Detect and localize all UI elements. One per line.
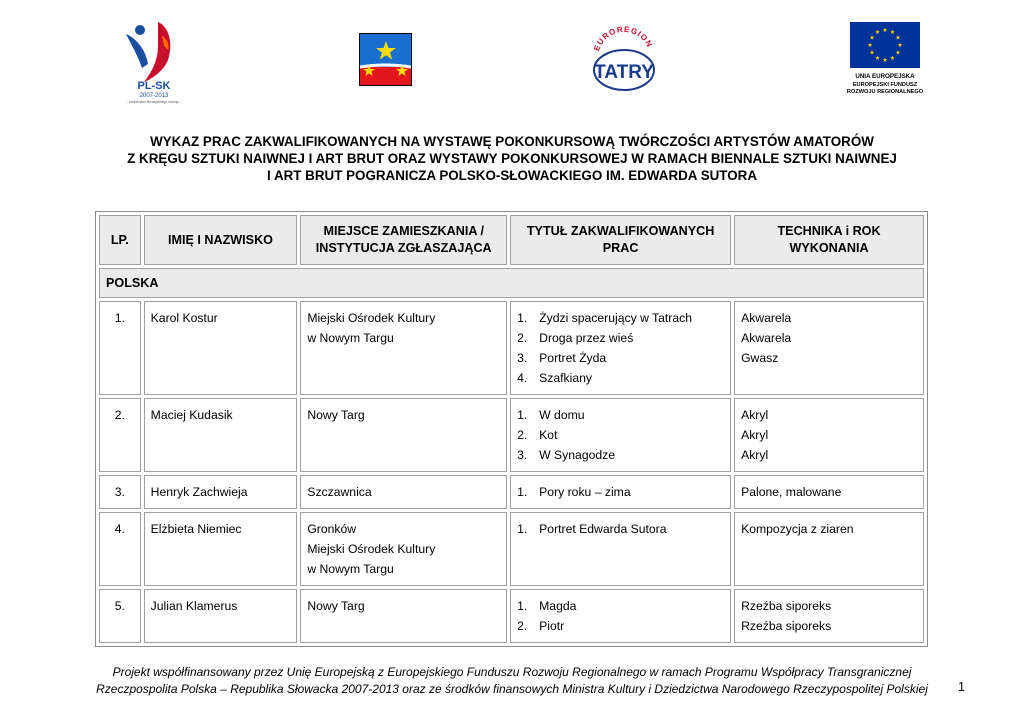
svg-text:EUROREGION [592,25,654,52]
table-header-row [99,215,924,265]
work-item [517,328,724,348]
work-item [517,482,724,502]
eu-line1: UNIA EUROPEJSKA [855,73,915,80]
cell-technique [734,301,924,395]
institution-line: Szczawnica [307,485,372,499]
pl-sk-tagline: ...partnerstwo dla wspólnego rozwoju... [126,100,182,104]
stars-flag-logo [359,33,412,86]
cell-institution [300,475,507,509]
work-title: Portret Edwarda Sutora [539,522,667,536]
institution-line: w Nowym Targu [307,562,394,576]
footer [60,664,964,698]
cell-institution [300,398,507,472]
cell-lp: 5. [99,589,141,643]
work-item [517,348,724,368]
title-line-1: WYKAZ PRAC ZAKWALIFIKOWANYCH NA WYSTAWĘ POKONKURSOWĄ TWÓRCZOŚCI ARTYSTÓW AMATORÓW [150,134,874,149]
header-technique: TECHNIKA i ROK WYKONANIA [734,215,924,265]
institution-line: w Nowym Targu [307,331,394,345]
work-title: Magda [539,599,577,613]
pl-sk-name: PL-SK [137,80,171,92]
work-item [517,425,724,445]
technique-line: Gwasz [741,351,779,365]
work-title: Żydzi spacerujący w Tatrach [539,311,693,325]
work-item [517,368,724,388]
work-number: 1. [517,599,528,613]
institution-line: Miejski Ośrodek Kultury [307,311,436,325]
technique-line: Akwarela [741,311,792,325]
cell-name: Maciej Kudasik [144,398,298,472]
title-line-2: Z KRĘGU SZTUKI NAIWNEJ I ART BRUT ORAZ WYSTAWY POKONKURSOWEJ W RAMACH BIENNALE SZTUKI NAIWNEJ [127,151,897,166]
work-title: Szafkiany [539,371,592,385]
tatry-arc-text: EUROREGION [592,24,655,53]
table-row [99,398,924,472]
cell-works [510,475,731,509]
cell-institution [300,301,507,395]
work-title: Droga przez wieś [539,331,634,345]
work-number: 1. [517,485,528,499]
work-item [517,519,724,539]
institution-line: Nowy Targ [307,408,365,422]
work-number: 1. [517,408,528,422]
cell-lp: 4. [99,512,141,586]
cell-works [510,398,731,472]
table-row [99,512,924,586]
cell-name: Henryk Zachwieja [144,475,298,509]
cell-institution [300,512,507,586]
work-number: 1. [517,311,528,325]
work-item [517,308,724,328]
cell-technique [734,475,924,509]
works-table [95,211,928,647]
work-item [517,445,724,465]
cell-lp: 3. [99,475,141,509]
footer-line-2: Rzeczpospolita Polska – Republika Słowacka 2007-2013 oraz ze środków finansowych Ministra Kultury i Dziedzictwa Narodowego Rzeczypospolitej Polskiej [96,682,928,696]
cell-works [510,301,731,395]
cell-technique [734,512,924,586]
work-title: Piotr [539,619,565,633]
cell-technique [734,398,924,472]
institution-line: Miejski Ośrodek Kultury [307,542,436,556]
pl-sk-logo [118,16,190,104]
work-title: Pory roku – zima [539,485,631,499]
work-number: 2. [517,428,528,442]
work-title: W domu [539,408,585,422]
header-name: IMIĘ I NAZWISKO [144,215,298,265]
cell-name: Julian Klamerus [144,589,298,643]
header-works: TYTUŁ ZAKWALIFIKOWANYCH PRAC [510,215,731,265]
eu-line2: EUROPEJSKI FUNDUSZ [852,82,918,88]
work-title: Portret Żyda [539,351,607,365]
work-number: 2. [517,331,528,345]
work-item [517,405,724,425]
cell-technique [734,589,924,643]
technique-line: Akryl [741,408,769,422]
cell-name: Karol Kostur [144,301,298,395]
footer-line-1: Projekt współfinansowany przez Unię Europejską z Europejskiego Funduszu Rozwoju Regionalnego w ramach Programu Współpracy Transgranicznej [112,665,912,679]
technique-line: Akwarela [741,331,792,345]
title-line-3: I ART BRUT POGRANICZA POLSKO-SŁOWACKIEGO IM. EDWARDA SUTORA [267,168,757,183]
institution-line: Gronków [307,522,357,536]
pl-sk-years: 2007-2013 [139,93,169,99]
technique-line: Rzeźba siporeks [741,619,832,633]
eu-logo [843,22,931,98]
cell-works [510,512,731,586]
table-row [99,589,924,643]
cell-works [510,589,731,643]
work-number: 1. [517,522,528,536]
work-number: 3. [517,351,528,365]
work-number: 4. [517,371,528,385]
cell-lp: 1. [99,301,141,395]
cell-lp: 2. [99,398,141,472]
table-row [99,475,924,509]
document-title [60,133,964,184]
page-number: 1 [958,680,965,694]
work-item [517,616,724,636]
cell-institution [300,589,507,643]
technique-line: Akryl [741,448,769,462]
logo-bar [0,0,1024,110]
cell-name: Elżbieta Niemiec [144,512,298,586]
work-number: 2. [517,619,528,633]
euroregion-tatry-logo [588,20,658,92]
work-title: Kot [539,428,558,442]
technique-line: Palone, malowane [741,485,842,499]
technique-line: Akryl [741,428,769,442]
work-item [517,596,724,616]
work-title: W Synagodze [539,448,616,462]
work-number: 3. [517,448,528,462]
country-label: POLSKA [99,268,924,298]
institution-line: Nowy Targ [307,599,365,613]
header-institution: MIEJSCE ZAMIESZKANIA / INSTYTUCJA ZGŁASZAJĄCA [300,215,507,265]
header-lp: LP. [99,215,141,265]
tatry-word: TATRY [594,62,654,83]
eu-line3: ROZWOJU REGIONALNEGO [846,89,924,95]
country-row [99,268,924,298]
technique-line: Kompozycja z ziaren [741,522,854,536]
table-row [99,301,924,395]
technique-line: Rzeźba siporeks [741,599,832,613]
